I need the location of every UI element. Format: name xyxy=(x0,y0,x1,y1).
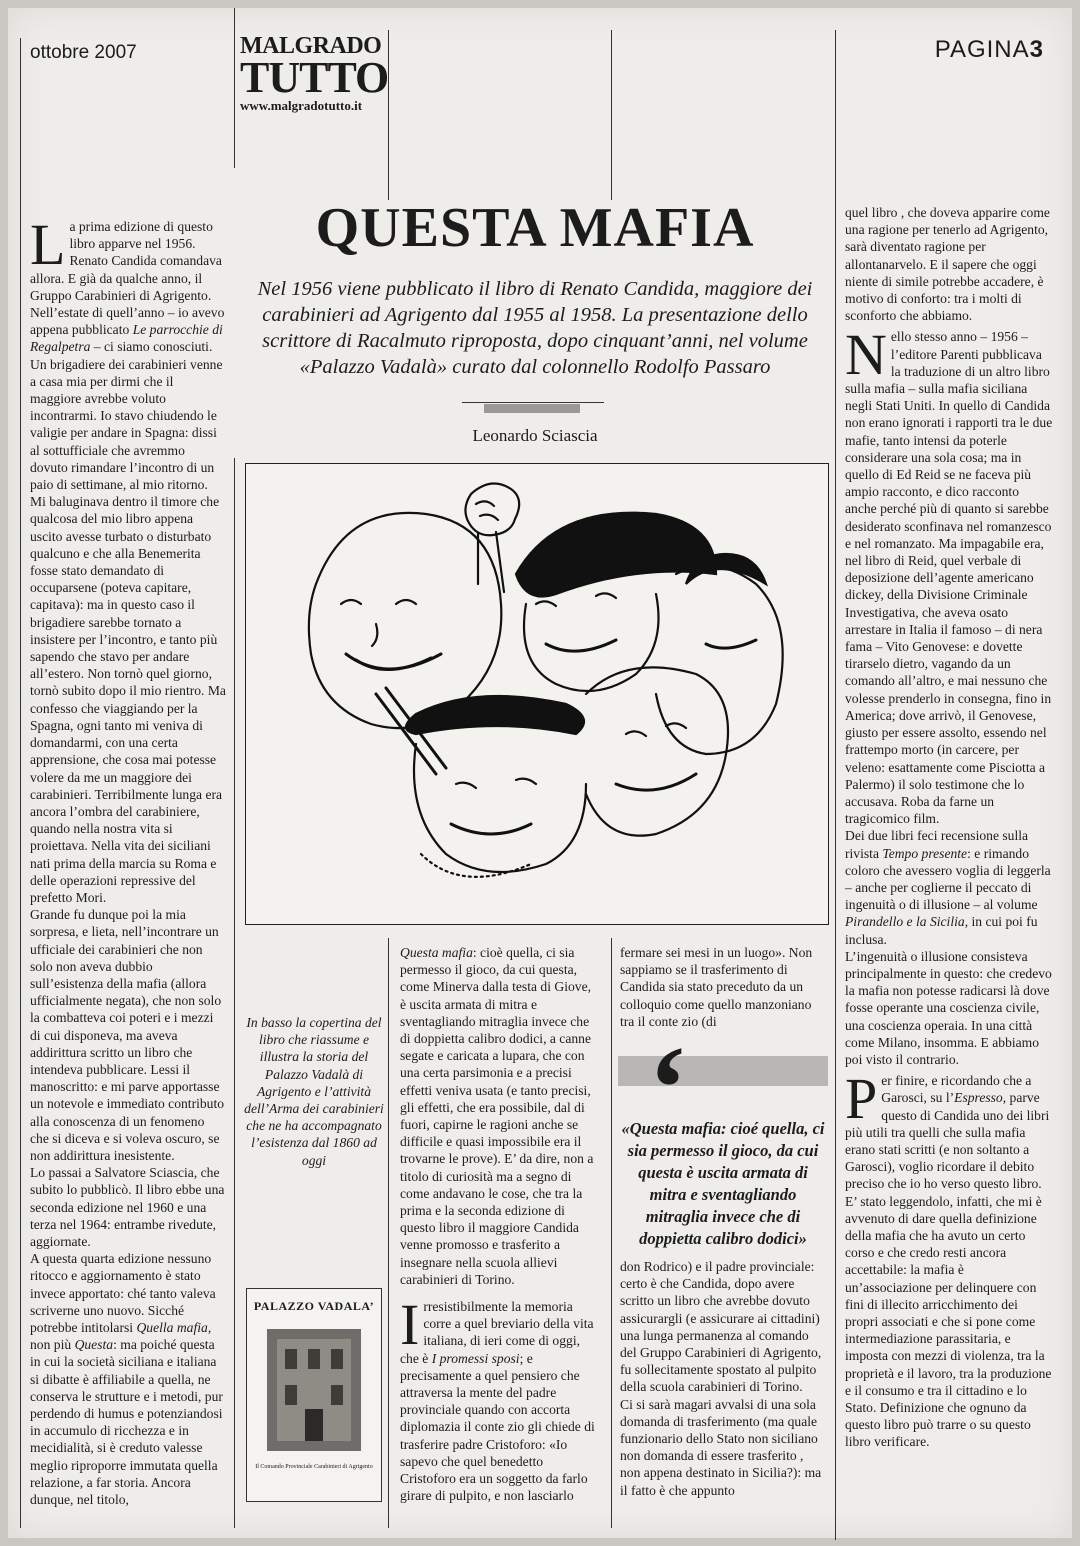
paragraph: Grande fu dunque poi la mia sorpresa, e lieta, nell’incontrare un ufficiale dei carabinieri che non solo non aveva dubbio sull’esistenza della mafia (allora ufficialmente negata), che non solo la combatteva coi poteri e i mezzi di cui disponeva, ma aveva addirittura scritto un libro che intendeva pubblicare. Lessi il manoscritto: e mi parve apportasse un notevole e immediato contributo alla conoscenza di un fenomeno che si diceva e si voleva oscuro, se non addirittura inesistente. xyxy=(30,907,225,1163)
magazine-title: Espresso xyxy=(954,1090,1003,1106)
drop-cap: P xyxy=(845,1066,878,1132)
caricature-illustration xyxy=(245,463,829,925)
book-cover xyxy=(246,1288,382,1502)
paragraph: Lo passai a Salvatore Sciascia, che subito lo pubblicò. Il libro ebbe una seconda edizione nel 1960 e una terza nel 1964: entrambe rivedute, aggiornate. xyxy=(30,1165,225,1249)
book-title: Questa mafia xyxy=(400,945,473,960)
caricature-drawing xyxy=(246,464,828,924)
page-number xyxy=(935,36,1044,64)
masthead-url: www.malgradotutto.it xyxy=(240,98,363,113)
book-cover-footer: Il Comando Provinciale Carabinieri di Agrigento xyxy=(255,1464,373,1470)
paragraph: Dei due libri feci recensione sulla rivista xyxy=(845,828,1029,861)
book-title: Quella mafia xyxy=(136,1320,208,1335)
column-rule xyxy=(611,30,612,200)
paragraph: : e rimando coloro che avessero voglia di leggerla – anche per coglierne il peccato di ingenuità o di illusione – al volume xyxy=(845,845,1051,913)
book-cover-title: PALAZZO VADALA’ xyxy=(253,1299,375,1313)
separator xyxy=(462,402,604,403)
drop-cap: L xyxy=(30,212,66,277)
paragraph: rresistibilmente la memoria corre a quel breviario della vita italiana, di ieri come di oggi, che è xyxy=(400,1299,594,1366)
paragraph: : cioè quella, ci sia permesso il gioco, da cui questa, come Minerva dalla testa di Giove, è uscita armata di mitra e sventagliando mitraglia invece che di doppietta calibro dodici, a canne segate e caricata a lupara, che con una certa parsimonia e a precisi effetti veniva usata (e tanto precisi, gli effetti, che era possibile, dal di fuori, capirne le ragioni anche se difficile e quasi impossibile era il trovarne le prove). E’ da dire, non a titolo di curiosità ma a segno di come andavano le cose, che tra la prima e la seconda edizione di questo libro il maggiore Candida venne promosso e trasferito a insegnare nella scuola allievi carabinieri di Torino. xyxy=(400,945,594,1287)
article-column-4 xyxy=(620,944,826,1030)
headline: QUESTA MAFIA xyxy=(315,197,755,259)
article-column-1 xyxy=(30,212,226,1508)
drop-cap: I xyxy=(400,1292,420,1358)
drop-cap: N xyxy=(845,322,887,388)
book-title: Questa xyxy=(74,1337,114,1353)
paragraph: fermare sei mesi in un luogo». Non sappiamo se il trasferimento di Candida sia stato preceduto da un colloquio come quello manzoniano tra il conte zio (di xyxy=(620,945,813,1029)
column-rule xyxy=(234,8,235,168)
article-column-5 xyxy=(845,204,1053,1451)
column-rule xyxy=(611,938,612,1528)
book-title: I promessi sposi xyxy=(431,1350,520,1366)
separator-bar xyxy=(484,404,580,413)
masthead xyxy=(240,34,400,114)
paragraph: , parve questo di Candida uno dei libri più utili tra quelli che sulla mafia erano stati scritti (e non soltanto a Garosci), voglio ricordare il debito preciso che io ho verso questo libro. E’ stato leggendolo, infatti, che mi è avvenuto di dare quella definizione della mafia che ha avuto un certo corso e che credo resti ancora accettabile: la mafia è un’associazione per delinquere con fini di illecito arricchimento dei propri associati e che si pone come intermediazione parassitaria, e imposta con mezzi di violenza, tra la proprietà e il lavoro, tra la produzione e il consumo e tra il cittadino e lo Stato. Definizione che ognuno da questo libro può trarre o su questo libro verificare. xyxy=(845,1090,1052,1450)
paragraph: don Rodrico) e il padre provinciale: certo è che Candida, dopo avere scritto un libro che avrebbe dovuto assicurargli (e assicurare ai cittadini) una lunga permanenza al comando del Gruppo Carabinieri di Agrigento, fu sollecitamente spostato al pulpito della scuola carabinieri di Torino. xyxy=(620,1259,822,1395)
masthead-line2: TUTTO xyxy=(240,53,389,102)
palazzo-photo xyxy=(267,1329,361,1451)
paragraph: L’ingenuità o illusione consisteva principalmente in questo: che credevo la mafia non potesse radicarsi là dove fosse operante una coscienza civile, una coscienza operaia. In una città come Milano, insomma. E abbiamo poi visto il contrario. xyxy=(845,948,1052,1067)
photo-caption: In basso la copertina del libro che riassume e illustra la storia del Palazzo Vadalà di Agrigento e l’attività dell’Arma dei carabinieri che ne ha accompagnato l’esistenza dal 1860 ad oggi xyxy=(244,1015,384,1168)
paragraph: ello stesso anno – 1956 – l’editore Parenti pubblicava la traduzione di un altro libro sulla mafia – sulla mafia siciliana negli Stati Uniti. In quello di Candida non erano ignorati i rapporti tra le due mafie, tanto intensi da poterle considerare una sola cosa; ma in quello di Ed Reid se ne faceva più ampio racconto, e dico racconto anche perché più di quanto si sarebbe desiderato sconfinava nel romanzesco e nel romanzato. Ma impagabile era, nel libro di Reid, quel verbale di deposizione dell’agente americano dickey, della Divisione Criminale Investigativa, che aveva osato arrestare in Italia il famoso – di nera fama – Vito Genovese: e dovette tirarselo dietro, vagando da un comando all’altro, e mai nessuno che volesse prenderlo in consegna, fino in America; dove arrivò, il Genovese, giusto per essere assolto, essendo nel frattempo morto (in carcere, per veleno: esattamente come Pisciotta a Palermo) il solo testimone che lo accusava. Roba da farne un tragicomico film. xyxy=(845,329,1053,827)
paragraph: ; e precisamente a quel pensiero che attraversa la mente del padre provinciale quando con accorta diplomazia il conte zio gli chiede di trasferire padre Cristoforo: «Io sapevo che quel benedetto Cristoforo era un soggetto da farlo girare di pulpito, e non lasciarlo xyxy=(400,1350,595,1504)
paragraph: er finire, e ricordando che a Garosci, su l’ xyxy=(881,1073,1032,1106)
pull-quote-text: «Questa mafia: cioé quella, ci sia permesso il gioco, da cui questa è uscita armata di mitra e sventagliando mitraglia invece che di doppietta calibro dodici» xyxy=(621,1119,825,1248)
column-rule xyxy=(388,938,389,1528)
paragraph: quel libro , che doveva apparire come una ragione per tenerlo ad Agrigento, sarà diventato ragione per allontanarvelo. E il sapere che oggi niente di simile potrebbe accadere, è motivo di conforto: tra i molti di sconforto che abbiamo. xyxy=(845,205,1050,324)
palazzo-facade xyxy=(267,1329,361,1451)
pull-quote xyxy=(618,1021,828,1248)
paragraph: : ma poiché questa in cui la società siciliana e italiana si dibatte è affiliabile a quella, ne conserva le strutture e i metodi, pur perdendo di humus e potenziandosi in accumulo di ricchezza e in mecidialità, si è creduto valesse meglio riproporre immutata quella relazione, a far storia. Ancora dunque, nel titolo, xyxy=(30,1337,223,1508)
masthead-line1: MALGRADO xyxy=(240,33,382,59)
book-title: Le parrocchie di Regalpetra xyxy=(30,322,223,355)
paragraph: , in cui poi fu inclusa. xyxy=(845,914,1038,947)
paragraph: a prima edizione di questo libro apparve nel 1956. Renato Candida comandava allora. E già da qualche anno, il Gruppo Carabinieri di Agrigento. Nell’estate di quell’anno – io avevo appena pubblicato xyxy=(30,219,225,338)
article-column-4b xyxy=(620,1258,826,1499)
subheadline: Nel 1956 viene pubblicato il libro di Renato Candida, maggiore dei carabinieri ad Agrigento dal 1955 al 1958. La presentazione dello scrittore di Racalmuto riproposta, dopo cinquant’anni, nel volume «Palazzo Vadalà» curato dal colonnello Rodolfo Passaro xyxy=(257,278,813,378)
page-number-value: 3 xyxy=(1029,36,1044,63)
column-rule xyxy=(234,458,235,1528)
page-label: PAGINA xyxy=(934,36,1030,63)
paragraph: A questa quarta edizione nessuno ritocco e aggiornamento è stato invece apportato: ché tanto valeva scriverne uno nuovo. Sicché potrebbe intitolarsi xyxy=(30,1251,216,1335)
quote-mark: ‘ xyxy=(648,1021,688,1154)
column-rule xyxy=(20,38,21,1528)
paragraph: Ci si sarà magari avvalsi di una sola domanda di trasferimento (ma quale funzionario dello Stato non siciliano non domanda di essere trasferito , non appena destinato in Sicilia?): ma il fatto è che appunto xyxy=(620,1396,822,1498)
paragraph: – ci siamo conosciuti. Un brigadiere dei carabinieri venne a casa mia per dirmi che il maggiore avrebbe voluto incontrarmi. Io stavo chiudendo le valigie per andare in Spagna: dissi al sottufficiale che avremmo dovuto rimandare l’incontro di un paio di settimane, al mio ritorno. Mi baluginava dentro il timore che qualcosa del mio libro appena uscito avesse turbato o disturbato qualcuno e che alla Benemerita fosse stato demandato di occuparsene (poteva capitare, capitava): ma in questo caso il brigadiere sarebbe tornato a insistere per l’incontro, e tanto più sapendo che stavo per andare all’estero. Non tornò quel giorno, tornò subito dopo il mio rientro. Ma confesso che viaggiando per la Spagna, ogni tanto mi veniva di domandarmi, con una certa apprensione, che cosa mai potesse volere da me un maggiore dei carabinieri. Terribilmente lunga era ancora l’ombra del carabiniere, quando nella nostra vita si proiettava. Nella vita dei siciliani nati prima della marcia su Roma e delle operazioni repressive del prefetto Mori. xyxy=(30,339,226,905)
book-title: Tempo presente xyxy=(882,845,968,861)
byline: Leonardo Sciascia xyxy=(472,426,598,445)
column-rule xyxy=(835,30,836,1540)
book-title: Pirandello e la Sicilia xyxy=(845,914,965,930)
article-column-3 xyxy=(400,944,600,1505)
issue-date: ottobre 2007 xyxy=(30,42,137,63)
paragraph: , non più xyxy=(30,1320,212,1353)
